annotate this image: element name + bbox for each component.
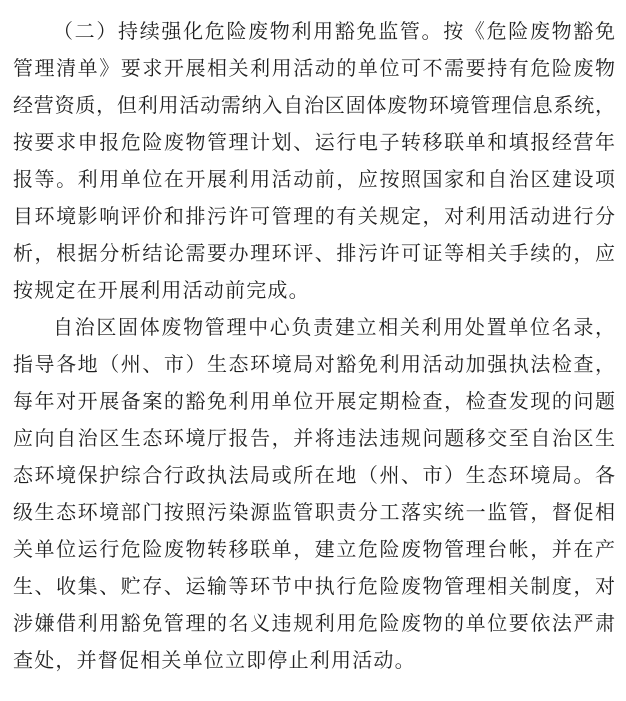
- text-line: 自治区固体废物管理中心负责建立相关利用处置单位名录，: [53, 317, 615, 339]
- text-line: 级生态环境部门按照污染源监管职责分工落实统一监管，督促相: [13, 502, 615, 524]
- text-line: 经营资质，但利用活动需纳入自治区固体废物环境管理信息系统，: [13, 95, 615, 117]
- document-body: [13, 14, 615, 680]
- text-line: 目环境影响评价和排污许可管理的有关规定，对利用活动进行分: [13, 206, 615, 228]
- text-line: 管理清单》要求开展相关利用活动的单位可不需要持有危险废物: [13, 58, 615, 80]
- text-line: 生、收集、贮存、运输等环节中执行危险废物管理相关制度，对: [13, 576, 615, 598]
- text-line: 按要求申报危险废物管理计划、运行电子转移联单和填报经营年: [13, 132, 615, 154]
- text-line: 每年对开展备案的豁免利用单位开展定期检查，检查发现的问题: [13, 391, 615, 413]
- paragraph: [13, 310, 615, 680]
- text-line: 查处，并督促相关单位立即停止利用活动。: [13, 650, 416, 672]
- text-line: 报等。利用单位在开展利用活动前，应按照国家和自治区建设项: [13, 169, 615, 191]
- text-line: 按规定在开展利用活动前完成。: [13, 280, 310, 302]
- text-line: 析，根据分析结论需要办理环评、排污许可证等相关手续的，应: [13, 243, 615, 265]
- text-line: 态环境保护综合行政执法局或所在地（州、市）生态环境局。各: [13, 465, 615, 487]
- paragraph: [13, 14, 615, 310]
- text-line: 涉嫌借利用豁免管理的名义违规利用危险废物的单位要依法严肃: [13, 613, 615, 635]
- text-line: 应向自治区生态环境厅报告，并将违法违规问题移交至自治区生: [13, 428, 615, 450]
- text-line: （二）持续强化危险废物利用豁免监管。按《危险废物豁免: [53, 21, 615, 43]
- text-line: 关单位运行危险废物转移联单，建立危险废物管理台帐，并在产: [13, 539, 615, 561]
- text-line: 指导各地（州、市）生态环境局对豁免利用活动加强执法检查，: [13, 354, 615, 376]
